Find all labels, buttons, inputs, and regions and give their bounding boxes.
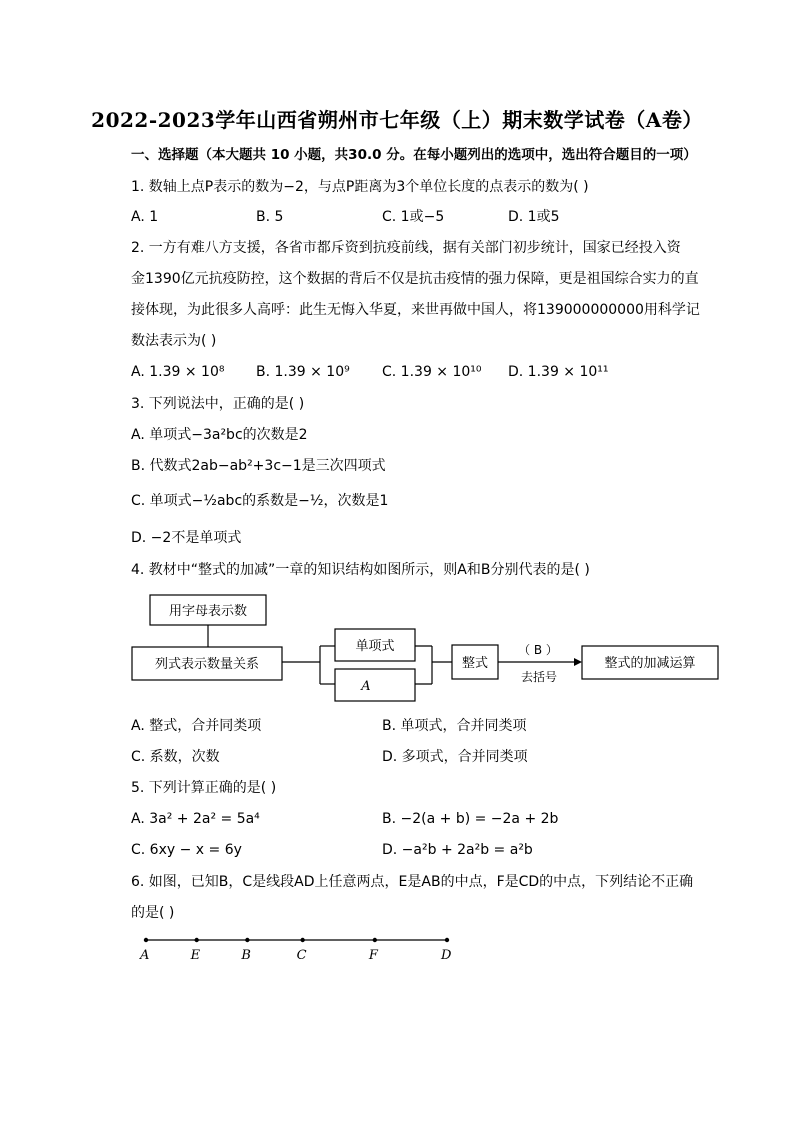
question-2-line-1: 2. 一方有难八方支援，各省市都斥资到抗疫前线，据有关部门初步统计，国家已经投入资 — [131, 240, 681, 256]
label-addition-subtraction: 整式的加减运算 — [604, 656, 696, 671]
q5-option-b: B. −2(a + b) = −2a + 2b — [382, 811, 559, 827]
point-label-c: C — [296, 948, 307, 963]
q1-option-a: A. 1 — [131, 209, 159, 225]
question-6-line-1: 6. 如图，已知B，C是线段AD上任意两点，E是AB的中点，F是CD的中点，下列结论不正确 — [131, 874, 694, 890]
label-a: A — [361, 679, 371, 694]
q4-option-a: A. 整式，合并同类项 — [131, 718, 262, 734]
question-1-stem: 1. 数轴上点P表示的数为−2，与点P距离为3个单位长度的点表示的数为( ) — [131, 179, 589, 195]
label-b: （ B ） — [518, 643, 558, 657]
q2-option-d: D. 1.39 × 10¹¹ — [508, 364, 609, 380]
page-title: 2022-2023学年山西省朔州市七年级（上）期末数学试卷（A卷） — [91, 108, 703, 132]
question-2-line-3: 接体现，为此很多人高呼：此生无悔入华夏，来世再做中国人，将139000000000用科学记 — [131, 302, 700, 318]
arrow-head-icon — [574, 658, 582, 666]
point-d — [445, 938, 449, 942]
question-5-stem: 5. 下列计算正确的是( ) — [131, 780, 277, 796]
q5-option-d: D. −a²b + 2a²b = a²b — [382, 842, 533, 858]
q2-option-b: B. 1.39 × 10⁹ — [256, 364, 350, 380]
q3-option-b: B. 代数式2ab−ab²+3c−1是三次四项式 — [131, 458, 386, 474]
q1-option-d: D. 1或5 — [508, 209, 560, 225]
question-2-line-4: 数法表示为( ) — [131, 333, 217, 349]
q3-option-d: D. −2不是单项式 — [131, 530, 242, 546]
point-label-d: D — [441, 948, 452, 963]
point-a — [144, 938, 148, 942]
point-c — [300, 938, 304, 942]
label-polynomial: 整式 — [461, 656, 489, 671]
q3-option-a: A. 单项式−3a²bc的次数是2 — [131, 427, 308, 443]
point-e — [194, 938, 198, 942]
question-3-stem: 3. 下列说法中，正确的是( ) — [131, 396, 305, 412]
q5-option-a: A. 3a² + 2a² = 5a⁴ — [131, 811, 260, 827]
section-heading: 一、选择题（本大题共 10 小题，共30.0 分。在每小题列出的选项中，选出符合题目的一项） — [131, 147, 697, 163]
box-a — [335, 669, 415, 701]
label-letters-represent-numbers: 用字母表示数 — [168, 604, 248, 619]
q5-option-c: C. 6xy − x = 6y — [131, 842, 242, 858]
q2-option-a: A. 1.39 × 10⁸ — [131, 364, 225, 380]
label-expressions: 列式表示数量关系 — [154, 657, 260, 672]
q3-option-c: C. 单项式−½abc的系数是−½，次数是1 — [131, 493, 389, 509]
point-b — [245, 938, 249, 942]
point-label-b: B — [241, 948, 251, 963]
q4-option-b: B. 单项式，合并同类项 — [382, 718, 527, 734]
q1-option-b: B. 5 — [256, 209, 284, 225]
point-label-e: E — [190, 948, 201, 963]
point-label-f: F — [368, 948, 378, 963]
point-f — [373, 938, 377, 942]
q2-option-c: C. 1.39 × 10¹⁰ — [382, 364, 482, 380]
label-monomial: 单项式 — [355, 639, 395, 654]
question-4-stem: 4. 教材中“整式的加减”一章的知识结构如图所示，则A和B分别代表的是( ) — [131, 562, 590, 578]
point-label-a: A — [140, 948, 150, 963]
q1-option-c: C. 1或−5 — [382, 209, 445, 225]
question-6-line-2: 的是( ) — [131, 905, 175, 921]
label-remove-brackets: 去括号 — [520, 670, 558, 684]
question-2-line-2: 金1390亿元抗疫防控，这个数据的背后不仅是抗击疫情的强力保障，更是祖国综合实力的直 — [131, 271, 699, 287]
q4-option-c: C. 系数，次数 — [131, 749, 220, 765]
q4-option-d: D. 多项式，合并同类项 — [382, 749, 528, 765]
